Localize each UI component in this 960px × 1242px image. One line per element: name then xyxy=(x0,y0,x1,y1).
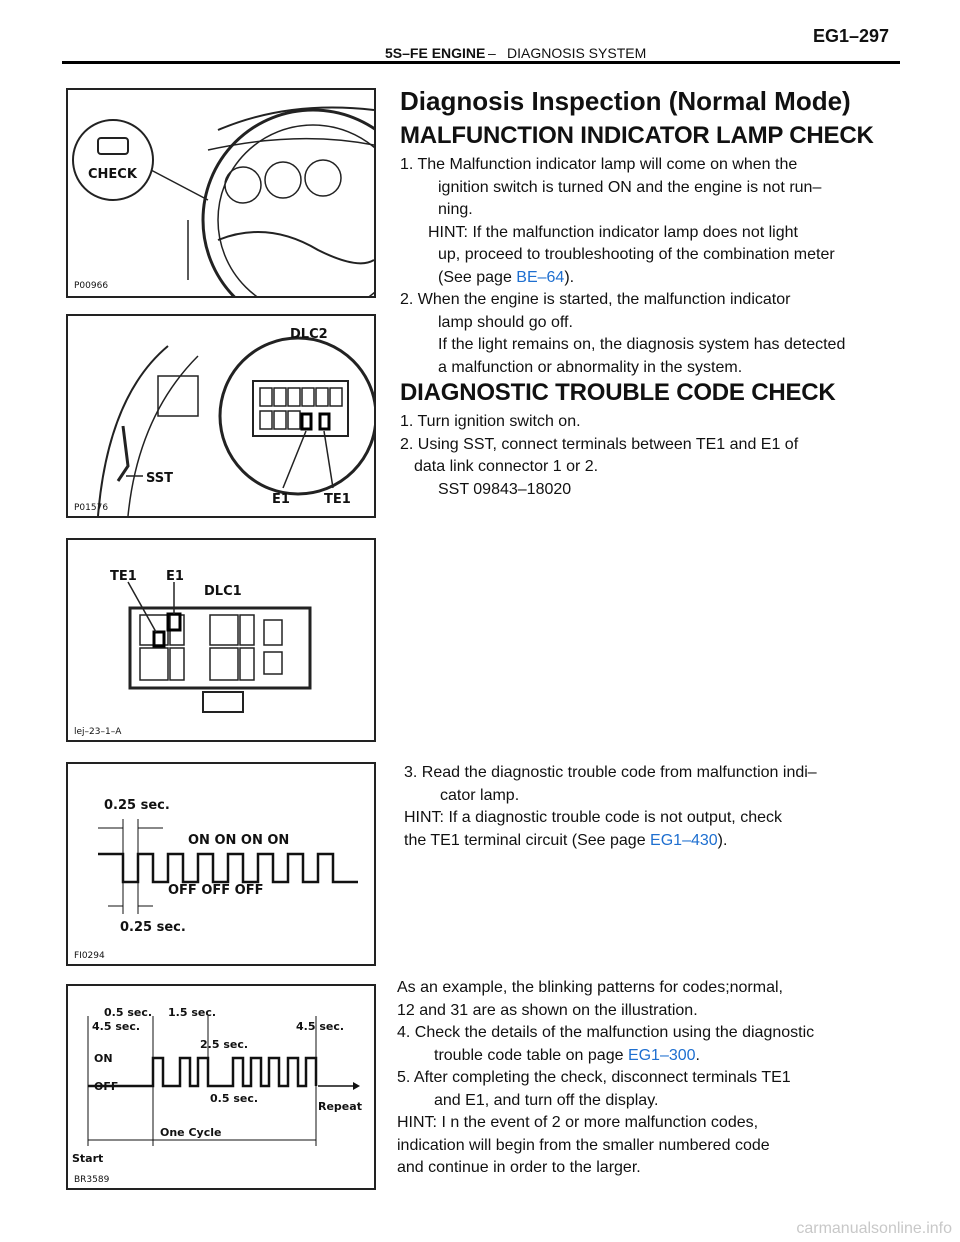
link-eg1-430[interactable]: EG1–430 xyxy=(650,832,718,849)
read-line-2: cator lamp. xyxy=(440,787,520,804)
final-line-6: and E1, and turn off the display. xyxy=(434,1092,659,1109)
off-label: OFF xyxy=(94,1080,119,1093)
start-label: Start xyxy=(72,1152,104,1165)
final-line-2: 12 and 31 are as shown on the illustration. xyxy=(397,1002,698,1019)
dlc2-label: DLC2 xyxy=(290,327,328,342)
time-05-bottom: 0.5 sec. xyxy=(210,1092,259,1105)
mil-line-2: ignition switch is turned ON and the engine is not run– xyxy=(438,179,822,196)
page-number: EG1–297 xyxy=(813,26,890,46)
final-line-3: 4. Check the details of the malfunction using the diagnostic xyxy=(397,1024,815,1041)
te1-label: TE1 xyxy=(324,492,351,507)
one-cycle-label: One Cycle xyxy=(160,1126,222,1139)
figure-code: P00966 xyxy=(74,281,109,291)
code-waveform xyxy=(68,986,374,1188)
header-separator: – xyxy=(488,45,496,61)
figure-dlc2 xyxy=(66,314,376,518)
mil-line-4: HINT: If the malfunction indicator lamp does not light xyxy=(428,224,798,241)
dtc-line-1: 1. Turn ignition switch on. xyxy=(400,413,581,430)
dtc-line-4: SST 09843–18020 xyxy=(438,481,572,498)
figure-mil-lamp xyxy=(66,88,376,298)
time-top-label: 0.25 sec. xyxy=(104,798,170,813)
final-line-4 xyxy=(434,1045,700,1068)
final-line-4-end: . xyxy=(695,1047,700,1064)
time-45-left: 4.5 sec. xyxy=(92,1020,141,1033)
figure-code: FI0294 xyxy=(74,951,105,961)
time-15: 1.5 sec. xyxy=(168,1006,217,1019)
read-line-3: HINT: If a diagnostic trouble code is not output, check xyxy=(404,809,782,826)
dlc1-label: DLC1 xyxy=(204,584,242,599)
final-line-4-text: trouble code table on page xyxy=(434,1047,628,1064)
subsection-name: DIAGNOSIS SYSTEM xyxy=(507,45,647,61)
read-line-4-end: ). xyxy=(717,832,728,849)
page-title: Diagnosis Inspection (Normal Mode) xyxy=(400,86,851,116)
read-line-4-text: the TE1 terminal circuit (See page xyxy=(404,832,651,849)
figure-normal-code xyxy=(66,762,376,966)
figure-code: BR3589 xyxy=(74,1175,110,1185)
link-be-64[interactable]: BE–64 xyxy=(516,269,565,286)
mil-line-6 xyxy=(438,267,574,290)
normal-code-waveform xyxy=(68,764,374,964)
final-line-1: As an example, the blinking patterns for codes;normal, xyxy=(397,979,783,996)
figure-code: P01576 xyxy=(74,503,109,513)
on-labels: ON ON ON ON xyxy=(188,833,290,848)
dlc1-illustration xyxy=(68,540,374,740)
watermark[interactable]: carmanualsonline.info xyxy=(796,1220,952,1237)
header-rule xyxy=(62,61,900,64)
final-line-5: 5. After completing the check, disconnect terminals TE1 xyxy=(397,1069,791,1086)
sst-label: SST xyxy=(146,471,174,486)
link-eg1-300[interactable]: EG1–300 xyxy=(627,1047,696,1064)
repeat-label: Repeat xyxy=(318,1100,362,1113)
time-bottom-label: 0.25 sec. xyxy=(120,920,186,935)
read-line-1: 3. Read the diagnostic trouble code from malfunction indi– xyxy=(404,764,817,781)
dashboard-illustration xyxy=(68,90,374,296)
time-25: 2.5 sec. xyxy=(200,1038,249,1051)
dtc-line-3: data link connector 1 or 2. xyxy=(414,458,599,475)
figure-code-12-31 xyxy=(66,984,376,1190)
e1-label: E1 xyxy=(272,492,290,507)
mil-line-1: 1. The Malfunction indicator lamp will come on when the xyxy=(400,156,798,173)
mil-line-8: lamp should go off. xyxy=(438,314,573,331)
figure-code: lej–23–1–A xyxy=(74,727,122,737)
final-line-9: and continue in order to the larger. xyxy=(397,1159,641,1176)
mil-line-7: 2. When the engine is started, the malfunction indicator xyxy=(400,291,791,308)
mil-line-3: ning. xyxy=(438,201,473,218)
dtc-line-2: 2. Using SST, connect terminals between TE1 and E1 of xyxy=(400,436,799,453)
e1-label: E1 xyxy=(166,569,184,584)
mil-line-9: If the light remains on, the diagnosis system has detected xyxy=(438,336,846,353)
dtc-check-heading: DIAGNOSTIC TROUBLE CODE CHECK xyxy=(400,379,836,406)
section-name: 5S–FE ENGINE xyxy=(385,45,486,61)
mil-line-6-end: ). xyxy=(564,269,575,286)
time-45-right: 4.5 sec. xyxy=(296,1020,345,1033)
mil-check-heading: MALFUNCTION INDICATOR LAMP CHECK xyxy=(400,122,874,149)
off-labels: OFF OFF OFF xyxy=(168,883,264,898)
final-line-7: HINT: I n the event of 2 or more malfunction codes, xyxy=(397,1114,759,1131)
dlc2-illustration xyxy=(68,316,374,516)
final-line-8: indication will begin from the smaller numbered code xyxy=(397,1137,770,1154)
figure-dlc1 xyxy=(66,538,376,742)
on-label: ON xyxy=(94,1052,113,1065)
mil-line-10: a malfunction or abnormality in the system. xyxy=(438,359,743,376)
mil-line-6-text: (See page xyxy=(438,269,517,286)
check-label: CHECK xyxy=(88,167,137,182)
read-line-4 xyxy=(404,830,727,853)
te1-label: TE1 xyxy=(110,569,137,584)
mil-line-5: up, proceed to troubleshooting of the combination meter xyxy=(438,246,835,263)
time-05-top: 0.5 sec. xyxy=(104,1006,153,1019)
